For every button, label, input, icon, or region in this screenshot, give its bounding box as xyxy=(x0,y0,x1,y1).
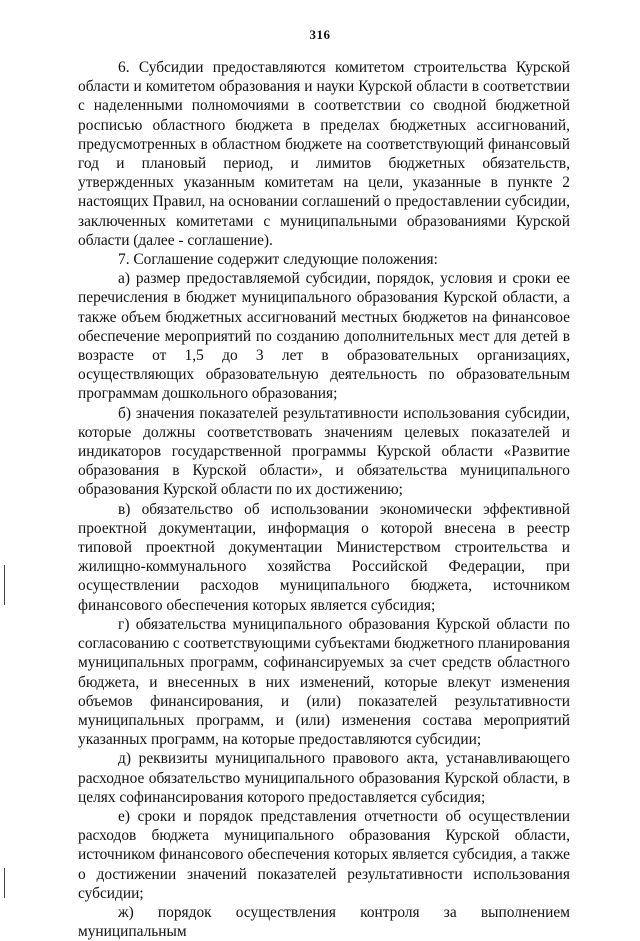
scan-margin-mark xyxy=(4,868,5,898)
document-body xyxy=(78,58,570,941)
item-d: д) реквизиты муниципального правового акта, устанавливающего расходное обязательство муниципального образования Курской области, в целях софинансирования которого предоставляется субсидия; xyxy=(78,750,570,806)
item-a: а) размер предоставляемой субсидии, порядок, условия и сроки ее перечисления в бюджет муниципального образования Курской области, а также объем бюджетных ассигнований местных бюджетов на финансовое обеспечение мероприятий по созданию дополнительных мест для детей в возрасте от 1,5 до 3 лет в образовательных организациях, осуществляющих образовательную деятельность по образовательным программам дошкольного образования; xyxy=(78,270,570,403)
item-b: б) значения показателей результативности использования субсидии, которые должны соответствовать значениям целевых показателей и индикаторов государственной программы Курской области «Развитие образования в Курской области», и обязательства муниципального образования Курской области по их достижению; xyxy=(78,404,570,499)
paragraph-6: 6. Субсидии предоставляются комитетом строительства Курской области и комитетом образования и науки Курской области в соответствии с наделенными полномочиями в соответствии со сводной бюджетной росписью областного бюджета в пределах бюджетных ассигнований, предусмотренных в областном бюджете на соответствующий финансовый год и плановый период, и лимитов бюджетных обязательств, утвержденных указанным комитетам на цели, указанные в пункте 2 настоящих Правил, на основании соглашений о предоставлении субсидии, заключенных комитетами с муниципальными образованиями Курской области (далее - соглашение). xyxy=(78,59,570,249)
item-v: в) обязательство об использовании экономически эффективной проектной документации, информация о которой внесена в реестр типовой проектной документации Министерством строительства и жилищно-коммунального хозяйства Российской Федерации, при осуществлении расходов муниципального бюджета, источником финансового обеспечения которых является субсидия; xyxy=(78,500,570,614)
item-zh: ж) порядок осуществления контроля за выполнением муниципальным xyxy=(78,903,570,941)
page-number: 316 xyxy=(309,27,331,42)
scan-margin-mark xyxy=(4,565,5,605)
item-g: г) обязательства муниципального образования Курской области по согласованию с соответствующими субъектами бюджетного планирования муниципальных программ, софинансируемых за счет средств областного бюджета, и внесенных в них изменений, которые влекут изменения объемов финансирования, и (или) показателей результативности муниципальных программ, и (или) изменения состава мероприятий указанных программ, на которые предоставляются субсидии; xyxy=(78,615,570,749)
item-e: е) сроки и порядок представления отчетности об осуществлении расходов бюджета муниципального образования Курской области, источником финансового обеспечения которых является субсидия, а также о достижении значений показателей результативности использования субсидии; xyxy=(78,807,570,902)
paragraph-7: 7. Соглашение содержит следующие положения: xyxy=(118,251,438,269)
